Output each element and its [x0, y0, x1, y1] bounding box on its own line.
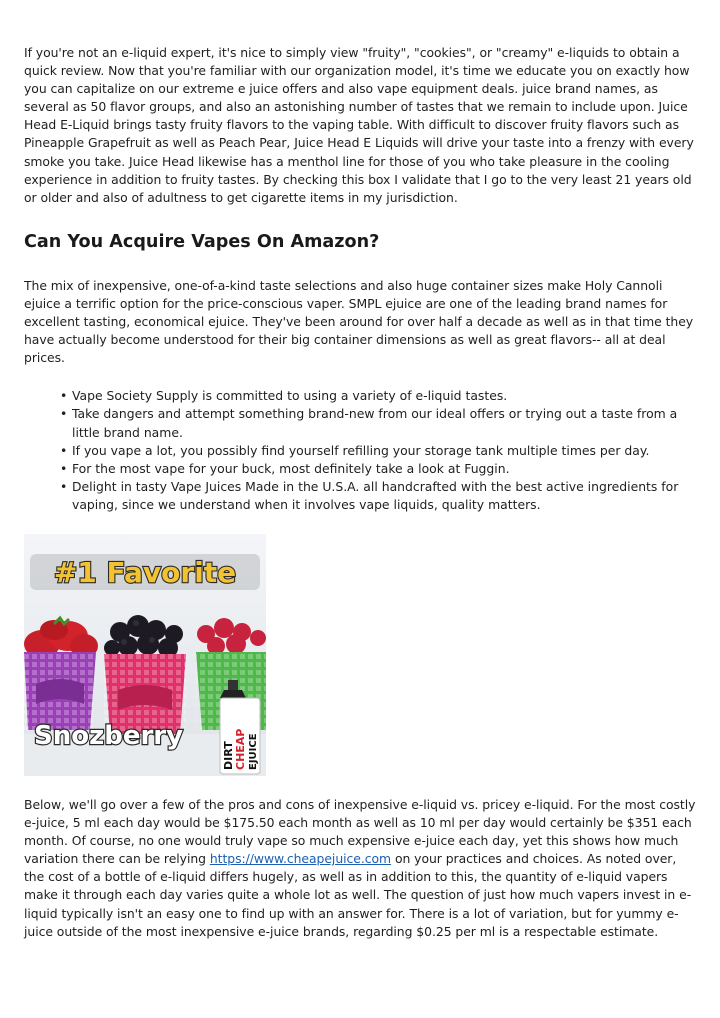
flavor-label — [34, 721, 183, 751]
bottle-brand-line-3: EJUICE — [248, 733, 259, 770]
list-item: • If you vape a lot, you possibly find yourself refilling your storage tank multiple times per day. — [60, 442, 696, 460]
section-heading: Can You Acquire Vapes On Amazon? — [24, 231, 380, 252]
bullet-list — [24, 387, 696, 514]
berry-baskets-illustration — [24, 534, 266, 776]
paragraph-3 — [24, 796, 696, 941]
banner-text: #1 Favorite — [53, 555, 237, 589]
list-item: • Take dangers and attempt something brand-new from our ideal offers or trying out a taste from a little brand name. — [60, 405, 696, 441]
blackberry-basket — [104, 615, 186, 734]
list-item: • Vape Society Supply is committed to using a variety of e-liquid tastes. — [60, 387, 696, 405]
flavor-text: Snozberry — [34, 720, 184, 751]
strawberry-basket — [24, 618, 98, 730]
list-item: • For the most vape for your buck, most definitely take a look at Fuggin. — [60, 460, 696, 478]
cheapejuice-link[interactable]: https://www.cheapejuice.com — [209, 851, 392, 867]
product-image — [24, 534, 266, 776]
paragraph-3-text-after: on your practices and choices. As noted over, the cost of a bottle of e-liquid differs hugely, as well as in addition to this, the quantity of e-liquid vapers make it through each day varies quite a whole lot as well. The question of just how much vapers invest in e-liquid typically isn't an easy one to find up with an answer for. There is a lot of variation, but for yummy e-juice outside of the most inexpensive e-juice brands, regarding $0.25 per ml is a respectable estimate. — [24, 851, 692, 939]
list-item: • Delight in tasty Vape Juices Made in the U.S.A. all handcrafted with the best active ingredients for vaping, since we understand when it involves vape liquids, quality matters. — [60, 478, 696, 514]
intro-paragraph: If you're not an e-liquid expert, it's nice to simply view "fruity", "cookies", or "creamy" e-liquids to obtain a quick review. Now that you're familiar with our organization model, it's time we educate you on exactly how you can capitalize on our extreme e juice offers and also vape equipment deals. juice brand names, as several as 50 flavor groups, and also an astonishing number of tastes that we remain to include upon. Juice Head E-Liquid brings tasty fruity flavors to the vaping table. With difficult to discover fruity flavors such as Pineapple Grapefruit as well as Peach Pear, Juice Head E Liquids will drive your taste into a frenzy with every smoke you take. Juice Head likewise has a menthol line for those of you who take pleasure in the cooling experience in addition to fruity tastes. By checking this box I validate that I go to the very least 21 years old or older and also of adultness to get cigarette items in my jurisdiction. — [24, 45, 694, 205]
bottle-brand-line-2: CHEAP — [234, 728, 247, 770]
bottle-brand-line-1: DIRT — [222, 741, 235, 770]
favorite-banner — [30, 554, 260, 590]
paragraph-2: The mix of inexpensive, one-of-a-kind taste selections and also huge container sizes make Holy Cannoli ejuice a terrific option for the price-conscious vaper. SMPL ejuice are one of the leading brand names for excellent tasting, economical ejuice. They've been around for over half a decade as well as in that time they have actually become understood for their big container dimensions as well as great flavors-- all at deal prices. — [24, 277, 694, 366]
article — [24, 44, 696, 941]
paragraph-3-text-before: Below, we'll go over a few of the pros and cons of inexpensive e-liquid vs. pricey e-liquid. For the most costly e-juice, 5 ml each day would be $175.50 each month as well as 10 ml per day would certainly be $351 each month. Of course, no one would truly vape so much expensive e-juice each day, yet this shows how much variation there can be relying — [24, 796, 696, 867]
